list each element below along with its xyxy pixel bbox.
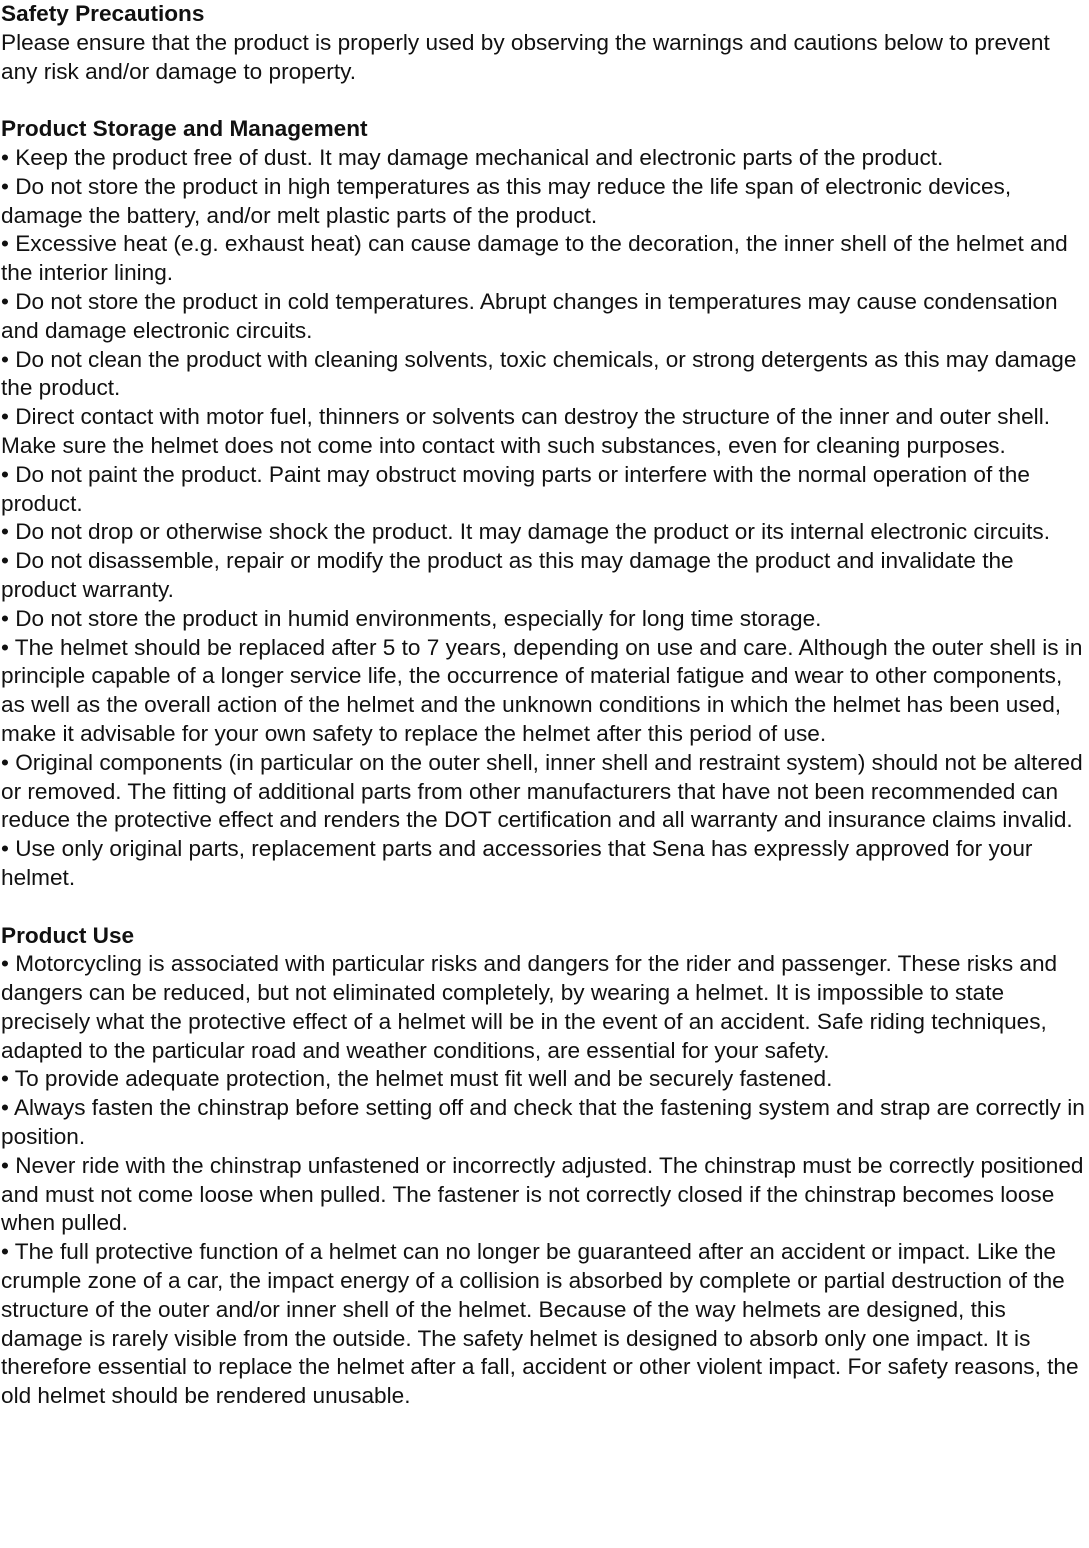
bullet-marker: • (1, 1152, 16, 1178)
list-item: • Original components (in particular on the outer shell, inner shell and restraint system) should not be altered or removed. The fitting of additional parts from other manufacturers that have not been recommended can reduce the protective effect and renders the DOT certification and all warranty and insurance claims invalid. (1, 749, 1083, 833)
section-spacer (1, 86, 1089, 115)
bullet-marker: • (1, 1095, 14, 1121)
bullet-marker: • (1, 231, 16, 257)
bullet-marker: • (1, 288, 16, 314)
list-item: • Never ride with the chinstrap unfastened or incorrectly adjusted. The chinstrap must be correctly positioned and must not come loose when pulled. The fastener is not correctly closed if the chinstrap becomes loose when pulled. (1, 1152, 1084, 1236)
bullet-marker: • (1, 404, 16, 430)
section-spacer (1, 893, 1089, 922)
bullet-marker: • (1, 144, 16, 170)
list-item: • Keep the product free of dust. It may damage mechanical and electronic parts of the product. (1, 144, 944, 170)
section-heading: Product Storage and Management (1, 116, 368, 142)
bullet-marker: • (1, 749, 16, 775)
page-title: Safety Precautions (1, 1, 205, 26)
section-heading: Product Use (1, 922, 135, 948)
list-item: • Excessive heat (e.g. exhaust heat) can cause damage to the decoration, the inner shell of the helmet and the interior lining. (1, 231, 1068, 286)
list-item: • Do not store the product in humid environments, especially for long time storage. (1, 605, 822, 631)
bullet-marker: • (1, 346, 16, 372)
intro-paragraph: Please ensure that the product is properly used by observing the warnings and cautions below to prevent any risk and/or damage to property. (1, 29, 1050, 84)
bullet-marker: • (1, 836, 16, 862)
bullet-marker: • (1, 461, 16, 487)
list-item: • Do not store the product in high temperatures as this may reduce the life span of electronic devices, damage the battery, and/or melt plastic parts of the product. (1, 173, 1012, 228)
bullet-marker: • (1, 1066, 15, 1092)
list-item: • To provide adequate protection, the helmet must fit well and be securely fastened. (1, 1066, 833, 1092)
section-product-use (1, 922, 1089, 1412)
list-item: • Do not clean the product with cleaning solvents, toxic chemicals, or strong detergents as this may damage the product. (1, 346, 1077, 401)
list-item: • Always fasten the chinstrap before setting off and check that the fastening system and strap are correctly in position. (1, 1095, 1085, 1150)
list-item: • Motorcycling is associated with particular risks and dangers for the rider and passenger. These risks and dangers can be reduced, but not eliminated completely, by wearing a helmet. It is impossible to state precisely what the protective effect of a helmet will be in the event of an accident. Safe riding techniques, adapted to the particular road and weather conditions, are essential for your safety. (1, 951, 1058, 1063)
bullet-marker: • (1, 634, 15, 660)
bullet-list (1, 950, 1089, 1411)
bullet-marker: • (1, 173, 16, 199)
bullet-marker: • (1, 605, 16, 631)
list-item: • Do not drop or otherwise shock the product. It may damage the product or its internal electronic circuits. (1, 519, 1050, 545)
bullet-marker: • (1, 519, 16, 545)
list-item: • The full protective function of a helmet can no longer be guaranteed after an accident or impact. Like the crumple zone of a car, the impact energy of a collision is absorbed by complete or partial destruction of the structure of the outer and/or inner shell of the helmet. Because of the way helmets are designed, this damage is rarely visible from the outside. The safety helmet is designed to absorb only one impact. It is therefore essential to replace the helmet after a fall, accident or other violent impact. For safety reasons, the old helmet should be rendered unusable. (1, 1239, 1079, 1409)
list-item: • Do not disassemble, repair or modify the product as this may damage the product and invalidate the product warranty. (1, 548, 1014, 602)
bullet-marker: • (1, 951, 16, 977)
list-item: • Do not store the product in cold temperatures. Abrupt changes in temperatures may cause condensation and damage electronic circuits. (1, 288, 1058, 343)
bullet-marker: • (1, 548, 16, 574)
bullet-list (1, 144, 1089, 893)
list-item: • Do not paint the product. Paint may obstruct moving parts or interfere with the normal operation of the product. (1, 461, 1030, 516)
list-item: • Use only original parts, replacement parts and accessories that Sena has expressly approved for your helmet. (1, 836, 1033, 890)
list-item: • Direct contact with motor fuel, thinners or solvents can destroy the structure of the inner and outer shell. Make sure the helmet does not come into contact with such substances, even for cleaning purposes. (1, 404, 1050, 458)
section-storage-management (1, 115, 1089, 893)
bullet-marker: • (1, 1239, 15, 1265)
list-item: • The helmet should be replaced after 5 to 7 years, depending on use and care. Although the outer shell is in principle capable of a longer service life, the occurrence of material fatigue and wear to other components, as well as the overall action of the helmet and the unknown conditions in which the helmet has been used, make it advisable for your own safety to replace the helmet after this period of use. (1, 634, 1083, 746)
